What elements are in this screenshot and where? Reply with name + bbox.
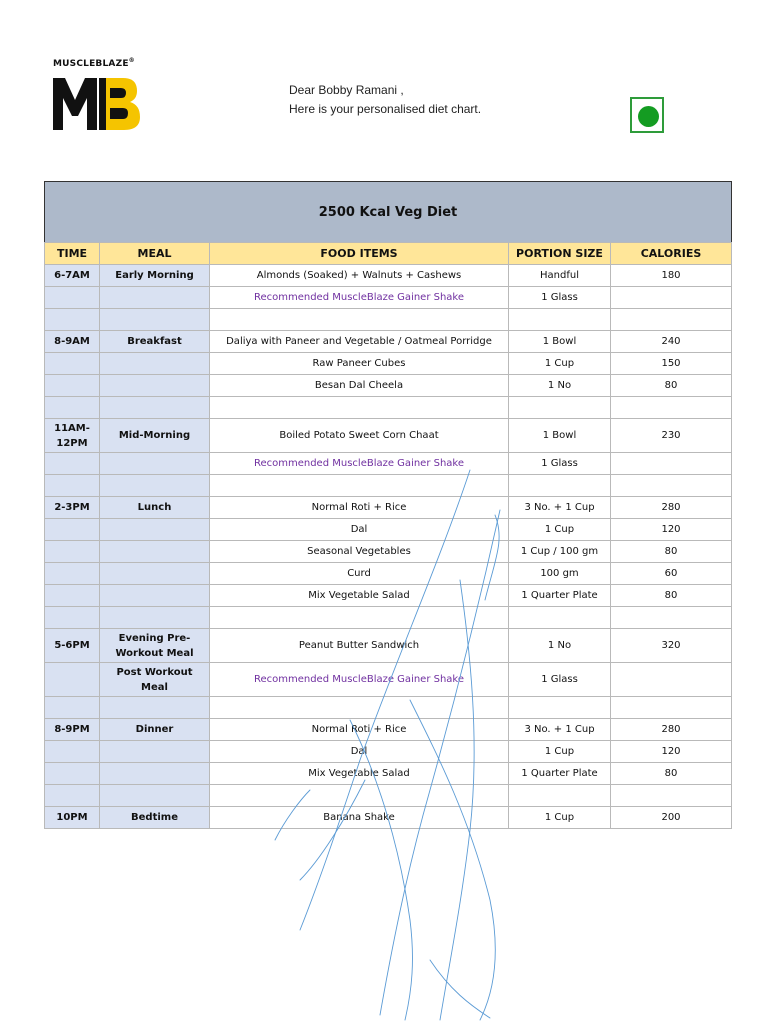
cell-food: Recommended MuscleBlaze Gainer Shake	[210, 453, 509, 475]
table-row	[45, 375, 732, 397]
cell-calories: 240	[611, 331, 732, 353]
cell-meal	[100, 741, 210, 763]
header-food-items: FOOD ITEMS	[210, 243, 509, 265]
table-row	[45, 585, 732, 607]
cell-food: Besan Dal Cheela	[210, 375, 509, 397]
cell-food: Normal Roti + Rice	[210, 719, 509, 741]
cell-calories: 180	[611, 265, 732, 287]
cell-time: 11AM-12PM	[45, 419, 100, 453]
table-row	[45, 663, 732, 697]
cell-food: Recommended MuscleBlaze Gainer Shake	[210, 663, 509, 697]
brand-logo	[53, 57, 153, 69]
brand-name: MUSCLEBLAZE®	[53, 57, 135, 69]
cell-calories	[611, 309, 732, 331]
cell-meal: Mid-Morning	[100, 419, 210, 453]
cell-time	[45, 563, 100, 585]
cell-time: 10PM	[45, 807, 100, 829]
cell-time	[45, 519, 100, 541]
cell-portion	[509, 697, 611, 719]
table-row	[45, 519, 732, 541]
cell-time	[45, 785, 100, 807]
table-row	[45, 397, 732, 419]
cell-calories	[611, 697, 732, 719]
table-row	[45, 607, 732, 629]
table-row	[45, 763, 732, 785]
table-row	[45, 807, 732, 829]
cell-food: Seasonal Vegetables	[210, 541, 509, 563]
cell-food: Curd	[210, 563, 509, 585]
cell-portion: 1 Quarter Plate	[509, 763, 611, 785]
table-title-row	[45, 182, 732, 243]
cell-meal	[100, 519, 210, 541]
cell-time	[45, 541, 100, 563]
table-row	[45, 453, 732, 475]
cell-portion: Handful	[509, 265, 611, 287]
cell-meal: Bedtime	[100, 807, 210, 829]
cell-calories	[611, 607, 732, 629]
cell-portion: 1 Bowl	[509, 419, 611, 453]
cell-calories: 120	[611, 519, 732, 541]
cell-meal	[100, 287, 210, 309]
cell-portion	[509, 397, 611, 419]
cell-meal	[100, 607, 210, 629]
cell-calories: 80	[611, 763, 732, 785]
cell-time	[45, 397, 100, 419]
cell-food	[210, 697, 509, 719]
table-header-row	[45, 243, 732, 265]
cell-time: 2-3PM	[45, 497, 100, 519]
cell-calories: 280	[611, 719, 732, 741]
cell-meal	[100, 697, 210, 719]
table-row	[45, 741, 732, 763]
table-row	[45, 541, 732, 563]
diet-table	[44, 181, 732, 829]
cell-food: Mix Vegetable Salad	[210, 585, 509, 607]
header-portion-size: PORTION SIZE	[509, 243, 611, 265]
cell-calories	[611, 475, 732, 497]
cell-meal: Dinner	[100, 719, 210, 741]
cell-calories: 320	[611, 629, 732, 663]
cell-calories: 60	[611, 563, 732, 585]
cell-meal	[100, 375, 210, 397]
cell-time: 5-6PM	[45, 629, 100, 663]
cell-calories	[611, 287, 732, 309]
cell-meal: Post Workout Meal	[100, 663, 210, 697]
veg-dot	[638, 106, 659, 127]
cell-meal: Evening Pre-Workout Meal	[100, 629, 210, 663]
cell-calories	[611, 663, 732, 697]
cell-food: Normal Roti + Rice	[210, 497, 509, 519]
table-row	[45, 475, 732, 497]
cell-time: 6-7AM	[45, 265, 100, 287]
cell-portion: 1 Glass	[509, 287, 611, 309]
cell-portion: 1 No	[509, 629, 611, 663]
cell-meal: Early Morning	[100, 265, 210, 287]
cell-calories: 150	[611, 353, 732, 375]
cell-time	[45, 585, 100, 607]
cell-meal	[100, 541, 210, 563]
table-row	[45, 719, 732, 741]
cell-portion: 1 Cup / 100 gm	[509, 541, 611, 563]
cell-portion	[509, 309, 611, 331]
cell-time	[45, 763, 100, 785]
veg-symbol-icon	[630, 97, 664, 133]
cell-calories	[611, 397, 732, 419]
cell-food	[210, 475, 509, 497]
cell-portion: 1 Glass	[509, 663, 611, 697]
cell-meal	[100, 563, 210, 585]
cell-food	[210, 785, 509, 807]
cell-food: Peanut Butter Sandwich	[210, 629, 509, 663]
table-row	[45, 309, 732, 331]
cell-time	[45, 741, 100, 763]
cell-time: 8-9PM	[45, 719, 100, 741]
cell-time	[45, 353, 100, 375]
cell-food: Boiled Potato Sweet Corn Chaat	[210, 419, 509, 453]
table-row	[45, 497, 732, 519]
cell-portion: 1 Cup	[509, 353, 611, 375]
diet-chart	[44, 181, 731, 829]
cell-calories: 200	[611, 807, 732, 829]
greeting-line-2: Here is your personalised diet chart.	[289, 102, 482, 116]
cell-calories: 80	[611, 585, 732, 607]
cell-time	[45, 475, 100, 497]
cell-food	[210, 607, 509, 629]
table-row	[45, 697, 732, 719]
cell-food: Daliya with Paneer and Vegetable / Oatmeal Porridge	[210, 331, 509, 353]
cell-calories: 80	[611, 541, 732, 563]
cell-meal	[100, 453, 210, 475]
table-row	[45, 265, 732, 287]
cell-time	[45, 663, 100, 697]
cell-food: Dal	[210, 519, 509, 541]
cell-portion: 1 Glass	[509, 453, 611, 475]
cell-portion	[509, 475, 611, 497]
cell-portion: 1 Bowl	[509, 331, 611, 353]
cell-meal	[100, 785, 210, 807]
cell-portion: 1 Cup	[509, 807, 611, 829]
table-row	[45, 563, 732, 585]
cell-time	[45, 607, 100, 629]
header-meal: MEAL	[100, 243, 210, 265]
cell-portion	[509, 607, 611, 629]
cell-portion: 3 No. + 1 Cup	[509, 719, 611, 741]
cell-calories	[611, 785, 732, 807]
table-row	[45, 629, 732, 663]
cell-portion: 100 gm	[509, 563, 611, 585]
cell-calories: 280	[611, 497, 732, 519]
cell-food: Dal	[210, 741, 509, 763]
table-row	[45, 419, 732, 453]
cell-food	[210, 397, 509, 419]
cell-meal: Breakfast	[100, 331, 210, 353]
cell-meal	[100, 353, 210, 375]
table-row	[45, 785, 732, 807]
cell-portion	[509, 785, 611, 807]
greeting	[289, 81, 481, 119]
cell-meal: Lunch	[100, 497, 210, 519]
cell-food: Mix Vegetable Salad	[210, 763, 509, 785]
cell-food: Recommended MuscleBlaze Gainer Shake	[210, 287, 509, 309]
cell-meal	[100, 397, 210, 419]
cell-food: Raw Paneer Cubes	[210, 353, 509, 375]
cell-meal	[100, 309, 210, 331]
cell-food: Banana Shake	[210, 807, 509, 829]
cell-time	[45, 287, 100, 309]
cell-time	[45, 309, 100, 331]
cell-time: 8-9AM	[45, 331, 100, 353]
cell-calories: 230	[611, 419, 732, 453]
cell-time	[45, 453, 100, 475]
table-title: 2500 Kcal Veg Diet	[45, 182, 732, 243]
cell-calories: 80	[611, 375, 732, 397]
cell-portion: 3 No. + 1 Cup	[509, 497, 611, 519]
cell-meal	[100, 475, 210, 497]
cell-meal	[100, 585, 210, 607]
header-calories: CALORIES	[611, 243, 732, 265]
cell-portion: 1 Quarter Plate	[509, 585, 611, 607]
cell-portion: 1 No	[509, 375, 611, 397]
cell-time	[45, 697, 100, 719]
cell-portion: 1 Cup	[509, 519, 611, 541]
table-row	[45, 353, 732, 375]
header-time: TIME	[45, 243, 100, 265]
table-row	[45, 287, 732, 309]
cell-food	[210, 309, 509, 331]
cell-meal	[100, 763, 210, 785]
cell-calories: 120	[611, 741, 732, 763]
cell-calories	[611, 453, 732, 475]
table-row	[45, 331, 732, 353]
cell-food: Almonds (Soaked) + Walnuts + Cashews	[210, 265, 509, 287]
mb-logo-icon	[53, 72, 141, 130]
cell-portion: 1 Cup	[509, 741, 611, 763]
cell-time	[45, 375, 100, 397]
greeting-line-1: Dear Bobby Ramani ,	[289, 83, 404, 97]
